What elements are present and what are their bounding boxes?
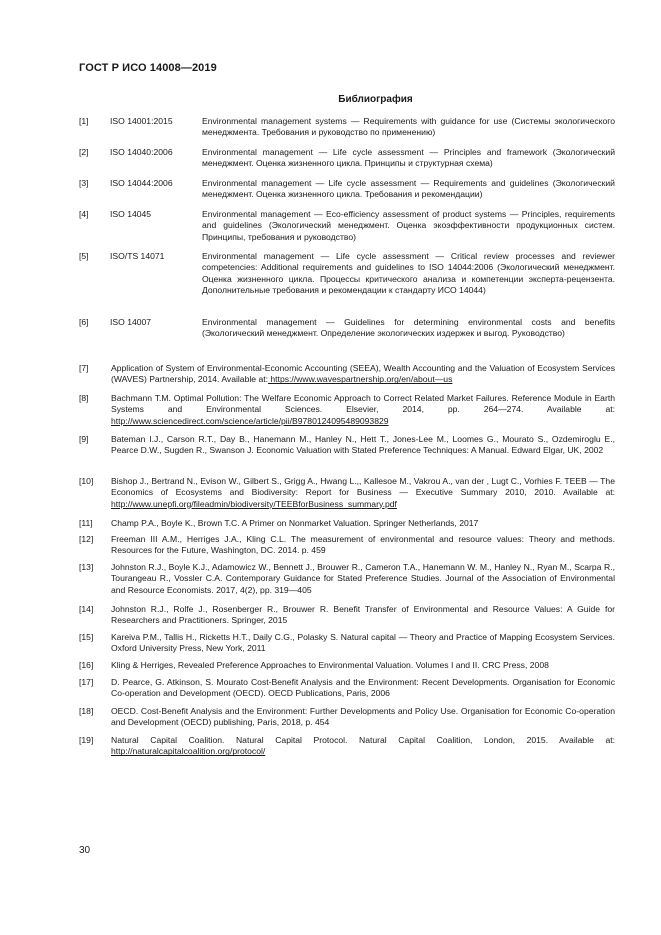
reference-item xyxy=(79,251,615,296)
reference-item xyxy=(79,518,615,529)
reference-item xyxy=(79,147,615,170)
reference-number: [8] xyxy=(79,393,89,403)
reference-text: Bachmann T.M. Optimal Pollution: The Welfare Economic Approach to Correct Related Market Failures. Reference Module in Earth Systems and Environmental Sciences. Elsevier, 2014, pp. 264—274. Available at: http://www.sciencedirect.com/science/article/pii/B9780124095489093829 xyxy=(111,393,615,426)
reference-number: [14] xyxy=(79,604,94,614)
reference-code: ISO/TS 14071 xyxy=(110,251,165,261)
reference-number: [7] xyxy=(79,363,89,373)
reference-item xyxy=(79,363,615,386)
reference-number: [4] xyxy=(79,209,89,219)
reference-link[interactable]: http://www.sciencedirect.com/science/article/pii/B9780124095489093829 xyxy=(111,415,389,426)
reference-link[interactable]: http://naturalcapitalcoalition.org/protocol/ xyxy=(111,746,266,757)
reference-text: Johnston R.J., Boyle K.J., Adamowicz W., Bennett J., Brouwer R., Cameron T.A., Hanemann W. M., Hanley N., Ryan M., Scarpa R., Tourangeau R., Vossler C.A. Contemporary Guidance for Stated Preference Studies. Journal of the Association of Environmental and Resource Economists. 2017, 4(2), pp. 319—405 xyxy=(111,562,615,595)
reference-item xyxy=(79,706,615,729)
reference-number: [3] xyxy=(79,178,89,188)
section-title: Библиография xyxy=(338,94,413,105)
reference-text: Kareiva P.M., Tallis H., Ricketts H.T., Daily C.G., Polasky S. Natural capital — Theory and Practice of Mapping Ecosystem Services. Oxford University Press, New York, 2011 xyxy=(111,632,615,654)
reference-item xyxy=(79,393,615,427)
reference-item xyxy=(79,660,615,671)
reference-text: Environmental management — Life cycle assessment — Principles and framework (Экологический менеджмент. Оценка жизненного цикла. Принципы и структурная схема) xyxy=(202,147,615,169)
reference-code: ISO 14007 xyxy=(110,317,152,327)
reference-number: [10] xyxy=(79,476,94,486)
reference-text: Application of System of Environmental-Economic Accounting (SEEA), Wealth Accounting and the Valuation of Ecosystem Services (WAVES) Partnership, 2014. Available at: https://www.wavespartnership.org/en/about—us xyxy=(111,363,615,385)
reference-number: [12] xyxy=(79,534,94,544)
reference-text: Environmental management — Life cycle assessment — Requirements and guidelines (Экологический менеджмент. Оценка жизненного цикла. Требования и рекомендации) xyxy=(202,178,615,200)
reference-text: Environmental management systems — Requirements with guidance for use (Системы экологического менеджмента. Требования и руководство по применению) xyxy=(202,116,615,138)
reference-item xyxy=(79,116,615,139)
reference-number: [1] xyxy=(79,116,89,126)
reference-item xyxy=(79,604,615,627)
reference-item xyxy=(79,476,615,510)
reference-item xyxy=(79,209,615,243)
reference-number: [2] xyxy=(79,147,89,157)
reference-number: [16] xyxy=(79,660,94,670)
reference-item xyxy=(79,178,615,201)
reference-code: ISO 14044:2006 xyxy=(110,178,173,188)
reference-number: [19] xyxy=(79,735,94,745)
reference-link[interactable]: http://www.unepfi.org/fileadmin/biodiversity/TEEBforBusiness_summary.pdf xyxy=(111,498,397,509)
reference-number: [6] xyxy=(79,317,89,327)
reference-item xyxy=(79,677,615,700)
reference-number: [9] xyxy=(79,434,89,444)
reference-item xyxy=(79,434,615,457)
reference-text: Freeman III A.M., Herriges J.A., Kling C.L. The measurement of environmental and resource values: Theory and methods. Resources for the Future, Washington, DC. 2014. p. 459 xyxy=(111,534,615,556)
reference-number: [17] xyxy=(79,677,94,687)
reference-item xyxy=(79,562,615,596)
reference-code: ISO 14045 xyxy=(110,209,152,219)
reference-text: Environmental management — Guidelines for determining environmental costs and benefits (Экологический менеджмент. Определение экологических издержек и выгод. Руководство) xyxy=(202,317,615,339)
reference-number: [15] xyxy=(79,632,94,642)
reference-text: D. Pearce, G. Atkinson, S. Mourato Cost-Benefit Analysis and the Environment: Recent Developments. Organisation for Economic Co-operation and Development (OECD). OECD Publications, Paris, 2006 xyxy=(111,677,615,699)
reference-link[interactable]: https://www.wavespartnership.org/en/about—us xyxy=(268,374,453,385)
reference-text: Kling & Herriges, Revealed Preference Approaches to Environmental Valuation. Volumes I and II. CRC Press, 2008 xyxy=(111,660,549,670)
reference-text: Champ P.A., Boyle K., Brown T.C. A Primer on Nonmarket Valuation. Springer Netherlands, 2017 xyxy=(111,518,479,528)
reference-number: [13] xyxy=(79,562,94,572)
reference-text: Bishop J., Bertrand N., Evison W., Gilbert S., Grigg A., Hwang L.,, Kallesoe M., Vakrou A., van der , Lugt C., Vorhies F. TEEB — The Economics of Ecosystems and Biodiversity: Report for Business — Executive Summary 2010, 2010. Available at: http://www.unepfi.org/fileadmin/biodiversity/TEEBforBusiness_summary.pdf xyxy=(111,476,615,509)
reference-text: Bateman I.J., Carson R.T., Day B., Hanemann M., Hanley N., Hett T., Jones-Lee M., Loomes G., Mourato S., Ozdemiroglu E., Pearce D.W., Sugden R., Swanson J. Economic Valuation with Stated Preference Techniques: A Manual. Edward Elgar, UK, 2002 xyxy=(111,434,615,456)
reference-item xyxy=(79,534,615,557)
reference-number: [11] xyxy=(79,518,93,528)
reference-number: [18] xyxy=(79,706,94,716)
reference-text: Environmental management — Life cycle assessment — Critical review processes and reviewer competencies: Additional requirements and guidelines to ISO 14044:2006 (Экологический менеджмент. Оценка жизненного цикла. Процессы критического анализа и компетенции эксперта-рецензента. Дополнительные требования и рекомендации к стандарту ИСО 14044) xyxy=(202,251,615,295)
reference-item xyxy=(79,735,615,758)
reference-text: Johnston R.J., Rolfe J., Rosenberger R., Brouwer R. Benefit Transfer of Environmental and Resource Values: A Guide for Researchers and Practitioners. Springer, 2015 xyxy=(111,604,615,626)
reference-text: OECD. Cost-Benefit Analysis and the Environment: Further Developments and Policy Use. Organisation for Economic Co-operation and Development (OECD) publishing, Paris, 2018, p. 454 xyxy=(111,706,615,728)
reference-text: Natural Capital Coalition. Natural Capital Protocol. Natural Capital Coalition, London, 2015. Available at: http://naturalcapitalcoalition.org/protocol/ xyxy=(111,735,615,757)
page-number: 30 xyxy=(79,845,91,856)
reference-number: [5] xyxy=(79,251,89,261)
reference-code: ISO 14001:2015 xyxy=(110,116,173,126)
reference-item xyxy=(79,632,615,655)
reference-text: Environmental management — Eco-efficiency assessment of product systems — Principles, requirements and guidelines (Экологический менеджмент. Оценка экоэффективности продукционных систем. Принципы, требования и руководство) xyxy=(202,209,615,242)
reference-item xyxy=(79,317,615,340)
document-header: ГОСТ Р ИСО 14008—2019 xyxy=(79,62,217,74)
reference-code: ISO 14040:2006 xyxy=(110,147,173,157)
